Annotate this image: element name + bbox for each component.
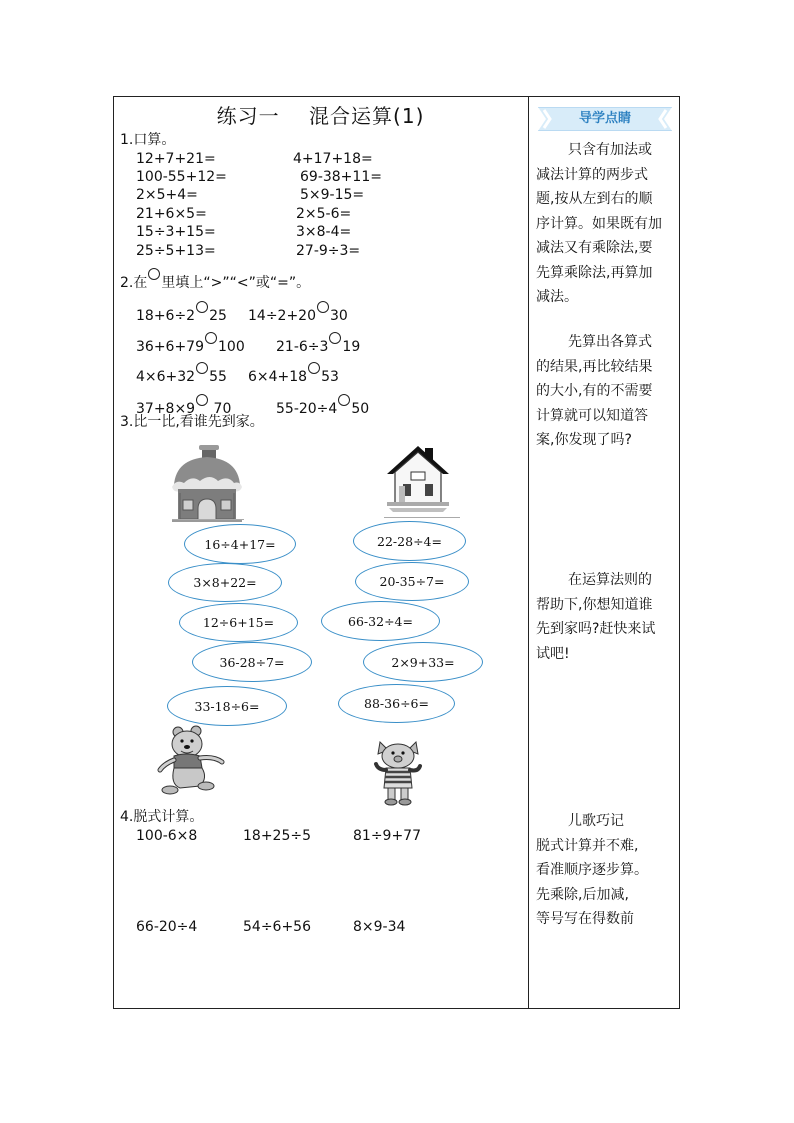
- q2-compare: [248, 301, 348, 325]
- song-title: 儿歌巧记: [568, 813, 624, 829]
- q2-compare: [136, 332, 245, 356]
- answer-circle[interactable]: [205, 332, 217, 344]
- q2-right-expr: 70: [209, 401, 232, 417]
- answer-circle[interactable]: [329, 332, 341, 344]
- q2-left-expr: 37+8×9: [136, 401, 196, 417]
- ground-line: [172, 519, 244, 520]
- q2-compare: [136, 301, 227, 325]
- path-stone: 36-28÷7=: [192, 642, 312, 682]
- q1-item: 5×9-15=: [300, 187, 365, 203]
- answer-circle-icon: [148, 268, 160, 280]
- q2-left-expr: 14÷2+20: [248, 308, 316, 324]
- q1-item: 4+17+18=: [293, 151, 373, 167]
- song-line: 等号写在得数前: [536, 911, 634, 927]
- q1-item: 2×5-6=: [296, 206, 352, 222]
- q2-compare: [276, 332, 360, 356]
- tip-line: 序计算。如果既有加: [536, 215, 662, 232]
- path-stone: 33-18÷6=: [167, 686, 287, 726]
- tip-line: 先到家吗?赶快来试: [536, 621, 656, 637]
- q2-right-expr: 25: [209, 308, 227, 324]
- q2-right-expr: 19: [342, 339, 361, 355]
- house-icon: [385, 442, 451, 514]
- q1-item: 25÷5+13=: [136, 243, 216, 259]
- tip-line: 试吧!: [536, 645, 570, 662]
- q1-item: 3×8-4=: [296, 224, 352, 240]
- song-line: 看准顺序逐步算。: [536, 862, 648, 878]
- q3-heading: 3.比一比,看谁先到家。: [120, 414, 264, 430]
- q1-item: 100-55+12=: [136, 169, 227, 185]
- tip-line: 计算就可以知道答: [536, 407, 648, 424]
- tip-compare: [536, 330, 676, 453]
- answer-circle[interactable]: [196, 301, 208, 313]
- tip-race-home: [536, 568, 676, 666]
- q4-problem: 100-6×8: [136, 828, 198, 844]
- path-stone: 16÷4+17=: [184, 524, 296, 564]
- path-stone: 88-36÷6=: [338, 684, 455, 723]
- q2-compare: [248, 362, 339, 386]
- q2-right-expr: 53: [321, 369, 339, 385]
- q1-item: 12+7+21=: [136, 151, 216, 167]
- path-stone: 66-32÷4=: [321, 601, 440, 641]
- q2-left-expr: 21-6÷3: [276, 339, 329, 355]
- tip-line: 只含有加法或: [568, 142, 652, 158]
- pig-character-icon: [370, 736, 426, 806]
- tip-line: 先算出各算式: [568, 334, 652, 350]
- path-stone: 22-28÷4=: [353, 521, 466, 561]
- tip-line: 的结果,再比较结果: [536, 358, 653, 375]
- answer-circle[interactable]: [338, 394, 350, 406]
- q4-problem: 8×9-34: [353, 919, 406, 935]
- q4-problem: 54÷6+56: [243, 919, 311, 935]
- q2-left-expr: 18+6÷2: [136, 308, 196, 324]
- q2-compare: [276, 394, 369, 418]
- answer-circle[interactable]: [308, 362, 320, 374]
- q1-item: 2×5+4=: [136, 187, 198, 203]
- q2-right-expr: 50: [351, 401, 370, 417]
- q1-item: 27-9÷3=: [296, 243, 361, 259]
- tip-line: 帮助下,你想知道谁: [536, 596, 653, 613]
- answer-circle[interactable]: [196, 394, 208, 406]
- cottage-house-icon: [170, 445, 244, 523]
- q4-problem: 66-20÷4: [136, 919, 198, 935]
- tip-line: 的大小,有的不需要: [536, 383, 653, 399]
- q2-heading: [120, 268, 310, 292]
- tip-line: 题,按从左到右的顺: [536, 191, 653, 207]
- q2-left-expr: 36+6+79: [136, 339, 204, 355]
- tip-line: 减法又有乘除法,要: [536, 240, 653, 256]
- tip-line: 减法计算的两步式: [536, 166, 648, 183]
- tip-line: 在运算法则的: [568, 572, 652, 588]
- song-line: 脱式计算并不难,: [536, 837, 639, 854]
- tip-line: 先算乘除法,再算加: [536, 264, 653, 281]
- path-stone: 12÷6+15=: [179, 603, 298, 642]
- q4-heading: 4.脱式计算。: [120, 809, 204, 825]
- answer-circle[interactable]: [317, 301, 329, 313]
- q2-right-expr: 30: [330, 308, 348, 324]
- q2-heading-part: 2.在: [120, 275, 148, 291]
- q2-left-expr: 6×4+18: [248, 369, 308, 385]
- tip-order-of-operations: [536, 138, 676, 310]
- q4-problem: 81÷9+77: [353, 828, 421, 844]
- q2-compare: [136, 362, 227, 386]
- q2-right-expr: 100: [218, 339, 245, 355]
- q1-item: 69-38+11=: [300, 169, 382, 185]
- q2-right-expr: 55: [209, 369, 227, 385]
- q2-left-expr: 55-20÷4: [276, 401, 338, 417]
- q4-problem: 18+25÷5: [243, 828, 311, 844]
- guide-badge-label: 导学点睛: [578, 111, 631, 126]
- ground-line: [384, 517, 460, 518]
- q2-left-expr: 4×6+32: [136, 369, 196, 385]
- q1-heading: 1.口算。: [120, 132, 176, 148]
- page-title: 练习一 混合运算(1): [216, 104, 425, 128]
- column-divider: [528, 96, 529, 1009]
- q2-heading-part: 里填上“>”“<”或“=”。: [161, 275, 311, 291]
- bear-character-icon: [156, 724, 228, 796]
- path-stone: 20-35÷7=: [355, 562, 469, 601]
- tip-line: 减法。: [536, 289, 578, 305]
- path-stone: 2×9+33=: [363, 642, 483, 682]
- q1-item: 21+6×5=: [136, 206, 207, 222]
- tip-line: 案,你发现了吗?: [536, 432, 632, 448]
- q1-item: 15÷3+15=: [136, 224, 216, 240]
- mnemonic-song: [536, 809, 676, 932]
- path-stone: 3×8+22=: [168, 563, 282, 602]
- answer-circle[interactable]: [196, 362, 208, 374]
- song-line: 先乘除,后加减,: [536, 886, 629, 903]
